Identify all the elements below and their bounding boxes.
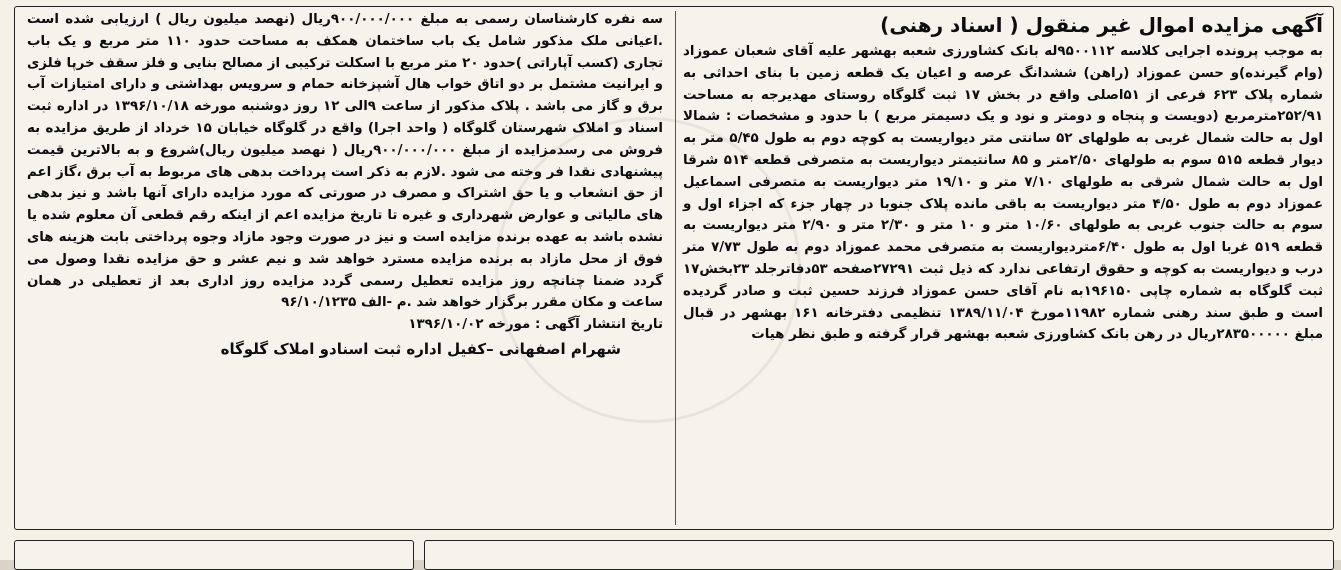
notice-left-column [15, 7, 675, 360]
notice-body-left: سه نفره کارشناسان رسمی به مبلغ ۹۰۰/۰۰۰/۰۰۰ریال (نهصد میلیون ریال ) ارزیابی شده است .اعیانی ملک مذکور شامل یک باب ساختمان همکف به مساحت حدود ۱۱۰ متر مربع و یک باب تجاری (کسب آپاراتی )حدود ۲۰ متر مربع با اسکلت ترکیبی از مصالح بنایی و فلز سقف خرپا فلزی و ایرانیت مشتمل بر دو اتاق خواب هال آشپزخانه حمام و سرویس بهداشتی و دارای امتیازات آب برق و گاز می باشد . پلاک مذکور از ساعت ۹الی ۱۲ روز دوشنبه مورخه ۱۳۹۶/۱۰/۱۸ در اداره ثبت اسناد و املاک شهرستان گلوگاه ( واحد اجرا) واقع در گلوگاه خیابان ۱۵ خرداد از طریق مزایده به فروش می رسدمزایده از مبلغ ۹۰۰/۰۰۰/۰۰۰ریال ( نهصد میلیون ریال)شروع و به بالاترین قیمت پیشنهادی نقدا فر وخته می شود .لازم به ذکر است پرداخت بدهی های مربوط به آب برق ،گاز اعم از حق انشعاب و یا حق اشتراک و مصرف در صورتی که مورد مزایده دارای آنها باشد و نیز بدهی های مالیاتی و عوارض شهرداری و غیره تا تاریخ مزایده اعم از اینکه رقم قطعی آن معلوم شده یا نشده باشد به عهده برنده مزایده است و نیز در صورت وجود مازاد وجوه پرداختی بابت هزینه های فوق از محل مازاد به برنده مزایده مسترد خواهد شد و نیم عشر و حق مزایده نقدا وصول می گردد ضمنا چنانچه روز مزایده تعطیل رسمی گردد مزایده روز اداری بعد از تعطیلی در همان ساعت و مکان مقرر برگزار خواهد شد .م -الف ۹۶/۱۰/۱۲۳۵ [27, 12, 663, 311]
signature: شهرام اصفهانی –کفیل اداره ثبت اسنادو املاک گلوگاه [220, 339, 621, 358]
next-notice-box-left [14, 540, 414, 570]
notice-right-column [673, 7, 1333, 346]
auction-notice [14, 6, 1334, 530]
next-notice-edge [14, 540, 1334, 560]
notice-body-right: به موجب پرونده اجرایی کلاسه ۹۵۰۰۱۱۲له بانک کشاورزی شعبه بهشهر علیه آقای شعبان عموزاد (وام گیرنده)و حسن عموزاد (راهن) ششدانگ عرصه و اعیان یک قطعه زمین با بنای احداثی به شماره پلاک ۶۲۳ فرعی از ۵۱اصلی واقع در بخش ۱۷ ثبت گلوگاه روستای مهدیرجه به مساحت ۲۵۲/۹۱مترمربع (دویست و پنجاه و دومتر و نود و یک دسیمتر مربع ) با حدود و مشخصات : شمالا اول به حالت شمال غربی به طولهای ۵۲ سانتی متر دیواریست به کوچه دوم به طول ۵/۴۵ متر به دیوار قطعه ۵۱۵ سوم به طولهای ۲/۵۰متر و ۸۵ سانتیمتر دیواریست به متصرفی قطعه ۵۱۴ شرقا اول به حالت شمال شرقی به طولهای ۷/۱۰ متر و ۱۹/۱۰ متر دیواریست به متصرفی اسماعیل عموزاد دوم به طول ۴/۵۰ متر دیواریست به باقی مانده پلاک جنوبا در چهار جزء که اجزاء اول و سوم به حالت جنوب غربی به طولهای ۱۰/۶۰ متر و ۱۰ متر و ۲/۳۰ متر و ۲/۹۰ متر دیواریست به قطعه ۵۱۹ غربا اول به طول ۶/۴۰متردیواریست به متصرفی محمد عموزاد دوم به طول ۷/۷۳ متر درب و دیواریست به کوچه و حقوق ارتفاعی ندارد که ذیل ثبت ۲۷۲۹۱صفحه ۵۳دفاترجلد ۲۳بخش۱۷ ثبت گلوگاه به شماره چاپی ۱۹۶۱۵۰به نام آقای حسن عموزاد فرزند حسین ثبت و صادر گردیده است و طبق سند رهنی شماره ۱۱۹۸۲مورخ ۱۳۸۹/۱۱/۰۴ تنظیمی دفترخانه ۱۶۱ بهشهر در قبال مبلغ ۲۸۳۵۰۰۰۰۰ریال در رهن بانک کشاورزی شعبه بهشهر قرار گرفته و طبق نظر هیات [683, 44, 1324, 343]
column-divider [675, 11, 676, 525]
publish-date: تاریخ انتشار آگهی : مورخه ۱۳۹۶/۱۰/۰۲ [408, 317, 663, 333]
notice-title: آگهی مزایده اموال غیر منقول ( اسناد رهنی) [880, 13, 1323, 37]
next-notice-box-right [424, 540, 1334, 570]
